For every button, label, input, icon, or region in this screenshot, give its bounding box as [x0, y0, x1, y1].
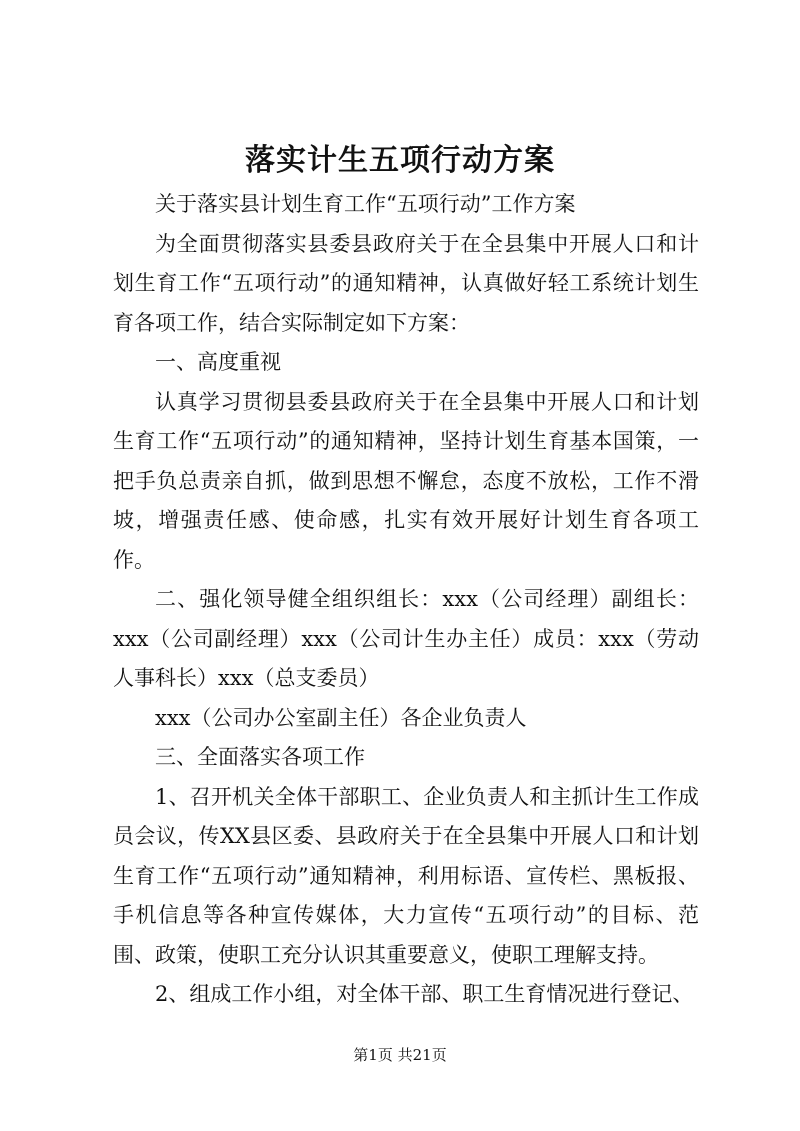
paragraph-intro: 为全面贯彻落实县委县政府关于在全县集中开展人口和计划生育工作“五项行动”的通知精神，认真做好轻工系统计划生育各项工作，结合实际制定如下方案：: [113, 231, 699, 335]
paragraph-members: xxx（公司办公室副主任）各企业负责人: [155, 705, 527, 730]
document-body: [113, 185, 699, 1015]
paragraph-item-2: 2、组成工作小组，对全体干部、职工生育情况进行登记、: [155, 982, 694, 1006]
section-heading-1: 一、高度重视: [155, 350, 281, 374]
section-heading-3: 三、全面落实各项工作: [155, 745, 365, 769]
paragraph-section-1: 认真学习贯彻县委县政府关于在全县集中开展人口和计划生育工作“五项行动”的通知精神，坚持计划生育基本国策，一把手负总责亲自抓，做到思想不懈怠，态度不放松，工作不滑坡，增强责任感、使命感，扎实有效开展好计划生育各项工作。: [113, 389, 699, 572]
paragraph-subtitle: 关于落实县计划生育工作“五项行动”工作方案: [155, 192, 576, 216]
paragraph-item-1: 1、召开机关全体干部职工、企业负责人和主抓计生工作成员会议，传XX县区委、县政府关于在全县集中开展人口和计划生育工作“五项行动”通知精神，利用标语、宣传栏、黑板报、手机信息等各种宣传媒体，大力宣传“五项行动”的目标、范围、政策，使职工充分认识其重要意义，使职工理解支持。: [113, 784, 699, 967]
document-title: 落实计生五项行动方案: [245, 143, 555, 178]
page-footer: 第1页 共21页: [353, 1046, 447, 1064]
section-heading-2: 二、强化领导健全组织组长：xxx（公司经理）副组长：xxx（公司副经理）xxx（公司计生办主任）成员：xxx（劳动人事科长）xxx（总支委员）: [113, 587, 699, 690]
